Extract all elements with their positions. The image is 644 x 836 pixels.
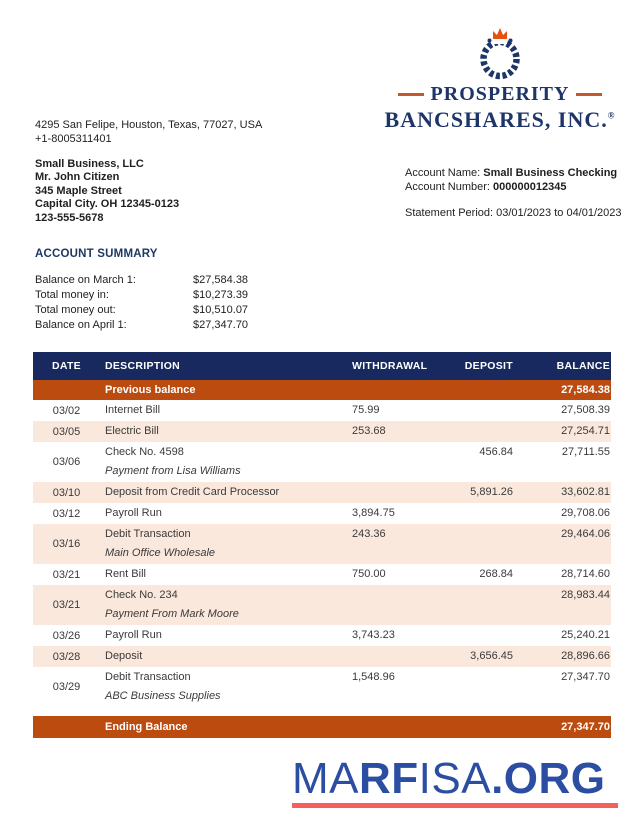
bank-phone: +1-8005311401 <box>35 132 112 145</box>
crown-icon <box>493 28 507 39</box>
account-name-row: Account Name: Small Business Checking <box>405 167 618 179</box>
summary-label: Total money out: <box>35 304 116 316</box>
ending-balance-row <box>33 716 611 738</box>
transaction-date: 03/12 <box>52 507 81 520</box>
bank-name-line2: BANCSHARES, INC.® <box>384 107 616 132</box>
summary-label: Total money in: <box>35 289 109 301</box>
logo-left-dash <box>398 93 424 96</box>
transaction-description: Rent Bill <box>105 568 146 580</box>
transaction-withdrawal: 75.99 <box>352 404 380 416</box>
transaction-description: Payroll Run <box>105 629 162 641</box>
summary-row <box>35 288 248 303</box>
transaction-row <box>33 667 611 707</box>
transaction-description-cell <box>100 524 352 564</box>
header-description: DESCRIPTION <box>105 359 181 372</box>
transaction-balance: 29,464.06 <box>561 528 610 540</box>
summary-value: $27,347.70 <box>193 319 249 331</box>
account-summary-title: ACCOUNT SUMMARY <box>35 248 158 260</box>
statement-period-value: 03/01/2023 to 04/01/2023 <box>496 207 622 219</box>
transaction-row <box>33 625 611 646</box>
previous-balance-label: Previous balance <box>105 383 196 396</box>
transaction-balance: 28,714.60 <box>561 568 610 580</box>
transaction-date: 03/06 <box>52 456 81 468</box>
transaction-description-cell <box>100 667 352 707</box>
transaction-date: 03/21 <box>52 599 81 611</box>
statement-period-row: Statement Period: 03/01/2023 to 04/01/2023 <box>405 207 622 219</box>
transaction-row <box>33 585 611 625</box>
transaction-balance: 27,508.39 <box>561 404 610 416</box>
summary-row <box>35 318 248 333</box>
customer-block <box>35 158 179 225</box>
transaction-deposit <box>445 503 513 507</box>
previous-balance-row <box>33 380 611 400</box>
transaction-date: 03/02 <box>52 404 81 417</box>
transaction-balance: 33,602.81 <box>561 486 610 498</box>
transaction-date: 03/26 <box>52 629 81 642</box>
watermark-segment: ISA <box>418 754 492 803</box>
transaction-row <box>33 421 611 442</box>
transaction-description: Debit Transaction <box>105 671 191 683</box>
transaction-note: Main Office Wholesale <box>105 547 216 559</box>
account-summary <box>35 248 248 333</box>
registered-mark: ® <box>607 110 616 121</box>
transaction-description: Check No. 4598 <box>105 446 184 458</box>
transaction-row <box>33 646 611 667</box>
transaction-description-cell <box>100 421 352 442</box>
summary-row <box>35 273 248 288</box>
table-body <box>33 400 611 707</box>
transaction-row <box>33 442 611 482</box>
customer-line: 345 Maple Street <box>35 184 122 197</box>
transaction-deposit: 3,656.45 <box>470 650 513 662</box>
transaction-deposit: 456.84 <box>479 446 513 458</box>
transaction-description-cell <box>100 585 352 625</box>
transaction-deposit <box>445 667 513 671</box>
account-number-value: 000000012345 <box>493 180 567 193</box>
customer-line: Mr. John Citizen <box>35 171 120 184</box>
transaction-balance: 25,240.21 <box>561 629 610 641</box>
header-withdrawal: WITHDRAWAL <box>352 359 428 372</box>
transaction-date: 03/28 <box>52 650 81 663</box>
transaction-description: Debit Transaction <box>105 528 191 540</box>
transactions-table <box>33 352 611 738</box>
transaction-date: 03/05 <box>52 425 81 438</box>
table-header-row <box>33 352 611 380</box>
transaction-deposit <box>445 625 513 629</box>
account-number-row: Account Number: 000000012345 <box>405 180 567 193</box>
transaction-description-cell <box>100 564 352 585</box>
bank-logo <box>378 26 622 133</box>
transaction-note: Payment from Lisa Williams <box>105 465 241 477</box>
transaction-date: 03/16 <box>52 538 81 550</box>
transaction-balance: 27,254.71 <box>561 425 610 437</box>
account-name-value: Small Business Checking <box>483 167 618 179</box>
transaction-date: 03/10 <box>52 486 81 499</box>
transaction-description-cell <box>100 482 352 503</box>
transaction-balance: 27,711.55 <box>561 446 610 458</box>
transaction-date: 03/29 <box>52 681 81 693</box>
watermark-segment: RF <box>359 754 419 803</box>
logo-right-dash <box>576 93 602 96</box>
transaction-note: Payment From Mark Moore <box>105 608 239 620</box>
bank-address-line: 4295 San Felipe, Houston, Texas, 77027, USA <box>35 119 263 131</box>
transaction-row <box>33 482 611 503</box>
transaction-description-cell <box>100 442 352 482</box>
watermark-text <box>292 756 618 802</box>
header-date: DATE <box>51 360 81 372</box>
transaction-description-cell <box>100 503 352 524</box>
summary-value: $27,584.38 <box>193 274 249 286</box>
transaction-deposit: 268.84 <box>479 568 513 580</box>
transaction-description: Electric Bill <box>105 425 159 437</box>
bank-address-block <box>35 119 262 146</box>
bank-name-line1 <box>378 83 622 106</box>
transaction-withdrawal: 253.68 <box>352 425 386 437</box>
ending-balance-value: 27,347.70 <box>561 720 610 733</box>
account-summary-rows <box>35 273 248 333</box>
bank-name-prosperity: PROSPERITY <box>430 83 570 105</box>
transaction-withdrawal <box>352 585 445 589</box>
transaction-deposit <box>445 524 513 528</box>
summary-value: $10,273.39 <box>193 289 249 301</box>
transaction-balance: 29,708.06 <box>561 507 610 519</box>
previous-balance-value: 27,584.38 <box>561 383 610 396</box>
summary-value: $10,510.07 <box>193 304 249 316</box>
bank-crest-wreath-icon <box>476 26 524 80</box>
customer-line: 123-555-5678 <box>35 211 104 224</box>
header-balance: BALANCE <box>556 359 610 372</box>
transaction-withdrawal <box>352 646 445 650</box>
account-info-block <box>405 167 622 221</box>
customer-line: Small Business, LLC <box>35 158 144 170</box>
transaction-date: 03/21 <box>52 568 81 581</box>
transaction-withdrawal: 243.36 <box>352 528 386 540</box>
transaction-withdrawal: 3,894.75 <box>352 507 395 519</box>
transaction-row <box>33 564 611 585</box>
transaction-withdrawal: 750.00 <box>352 568 386 580</box>
transaction-description: Internet Bill <box>105 404 161 416</box>
transaction-balance: 28,896.66 <box>561 650 610 662</box>
transaction-description: Payroll Run <box>105 507 162 519</box>
transaction-deposit <box>445 421 513 425</box>
transaction-description-cell <box>100 625 352 646</box>
transaction-row <box>33 503 611 524</box>
header-deposit: DEPOSIT <box>464 359 513 372</box>
customer-line: Capital City. OH 12345-0123 <box>35 198 180 211</box>
summary-label: Balance on April 1: <box>35 319 127 331</box>
transaction-description: Check No. 234 <box>105 589 178 601</box>
transaction-deposit <box>445 585 513 589</box>
ending-balance-label: Ending Balance <box>105 720 188 733</box>
transaction-row <box>33 400 611 421</box>
watermark-underline <box>292 803 618 808</box>
transaction-description-cell <box>100 400 352 421</box>
transaction-withdrawal: 3,743.23 <box>352 629 395 641</box>
watermark <box>292 756 618 808</box>
transaction-note: ABC Business Supplies <box>105 690 221 702</box>
transaction-deposit <box>445 400 513 404</box>
watermark-segment: MA <box>292 754 359 803</box>
transaction-description: Deposit from Credit Card Processor <box>105 486 280 498</box>
transaction-description-cell <box>100 646 352 667</box>
transaction-balance: 27,347.70 <box>561 671 610 683</box>
transaction-deposit: 5,891.26 <box>470 486 513 498</box>
summary-row <box>35 303 248 318</box>
summary-label: Balance on March 1: <box>35 274 136 286</box>
transaction-withdrawal: 1,548.96 <box>352 671 395 683</box>
transaction-withdrawal <box>352 442 445 446</box>
transaction-withdrawal <box>352 482 445 486</box>
transaction-description: Deposit <box>105 650 143 662</box>
transaction-row <box>33 524 611 564</box>
watermark-segment: .ORG <box>491 754 606 803</box>
transaction-balance: 28,983.44 <box>561 589 610 601</box>
